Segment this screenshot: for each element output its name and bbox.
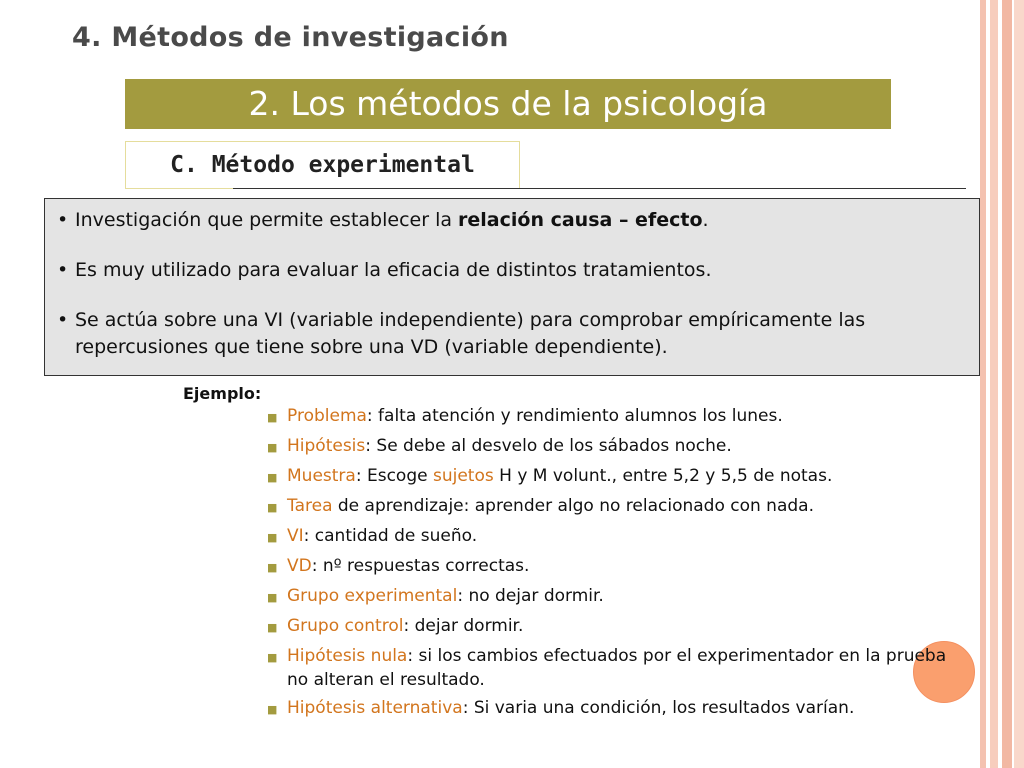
- bullet-text: Se actúa sobre una VI (variable independiente) para comprobar empíricamente las repercusiones que tiene sobre una VD (variable dependiente).: [75, 309, 866, 358]
- section-title: 4. Métodos de investigación: [72, 22, 509, 53]
- list-item: [267, 584, 967, 610]
- list-item: [267, 554, 967, 580]
- square-bullet-icon: ■: [267, 591, 278, 604]
- definition: : Escoge: [355, 466, 433, 486]
- square-bullet-icon: ■: [267, 561, 278, 574]
- definition: de aprendizaje: aprender algo no relacionado con nada.: [332, 496, 814, 516]
- bullet-icon: •: [57, 259, 69, 281]
- bullet-box: [44, 198, 980, 376]
- list-item: [267, 614, 967, 640]
- banner-title: 2. Los métodos de la psicología: [125, 79, 891, 129]
- bullet-text: Investigación que permite establecer la: [75, 209, 459, 231]
- definition: : cantidad de sueño.: [303, 526, 478, 546]
- decor-stripe: [980, 0, 986, 768]
- definition: H y M volunt., entre 5,2 y 5,5 de notas.: [493, 466, 833, 486]
- term: Tarea: [287, 496, 333, 516]
- square-bullet-icon: ■: [267, 471, 278, 484]
- definition: : si los cambios efectuados por el experimentador en la prueba no alteran el resultado.: [287, 646, 947, 690]
- bullet-bold-text: relación causa – efecto: [458, 209, 703, 231]
- definition: : dejar dormir.: [403, 616, 524, 636]
- list-item: [267, 696, 967, 722]
- definition: : nº respuestas correctas.: [311, 556, 530, 576]
- definition: : falta atención y rendimiento alumnos los lunes.: [366, 406, 783, 426]
- example-list: [267, 404, 967, 726]
- definition: : no dejar dormir.: [457, 586, 604, 606]
- divider: [233, 188, 966, 189]
- bullet-item: [57, 257, 967, 284]
- definition: : Si varia una condición, los resultados varían.: [462, 698, 855, 718]
- term: Problema: [287, 406, 367, 426]
- list-item: [267, 464, 967, 490]
- decor-stripe: [1002, 0, 1012, 768]
- list-item: [267, 494, 967, 520]
- square-bullet-icon: ■: [267, 501, 278, 514]
- list-item: [267, 644, 967, 692]
- term: sujetos: [432, 466, 494, 486]
- bullet-text: .: [702, 209, 709, 231]
- bullet-item: [57, 207, 967, 234]
- term: VD: [287, 556, 312, 576]
- term: Grupo experimental: [287, 586, 458, 606]
- square-bullet-icon: ■: [267, 531, 278, 544]
- term: Hipótesis: [287, 436, 366, 456]
- subtitle-box: C. Método experimental: [125, 141, 520, 189]
- decor-stripe: [1014, 0, 1024, 768]
- term: VI: [287, 526, 304, 546]
- bullet-item: [57, 307, 967, 361]
- bullet-icon: •: [57, 309, 69, 331]
- term: Hipótesis alternativa: [287, 698, 463, 718]
- bullet-text: Es muy utilizado para evaluar la eficacia de distintos tratamientos.: [75, 259, 712, 281]
- square-bullet-icon: ■: [267, 441, 278, 454]
- term: Muestra: [287, 466, 356, 486]
- definition: : Se debe al desvelo de los sábados noche.: [365, 436, 732, 456]
- decor-stripe: [990, 0, 998, 768]
- square-bullet-icon: ■: [267, 621, 278, 634]
- list-item: [267, 524, 967, 550]
- term: Hipótesis nula: [287, 646, 408, 666]
- list-item: [267, 404, 967, 430]
- term: Grupo control: [287, 616, 404, 636]
- example-label: Ejemplo:: [183, 384, 262, 403]
- square-bullet-icon: ■: [267, 703, 278, 716]
- list-item: [267, 434, 967, 460]
- bullet-icon: •: [57, 209, 69, 231]
- square-bullet-icon: ■: [267, 651, 278, 664]
- square-bullet-icon: ■: [267, 411, 278, 424]
